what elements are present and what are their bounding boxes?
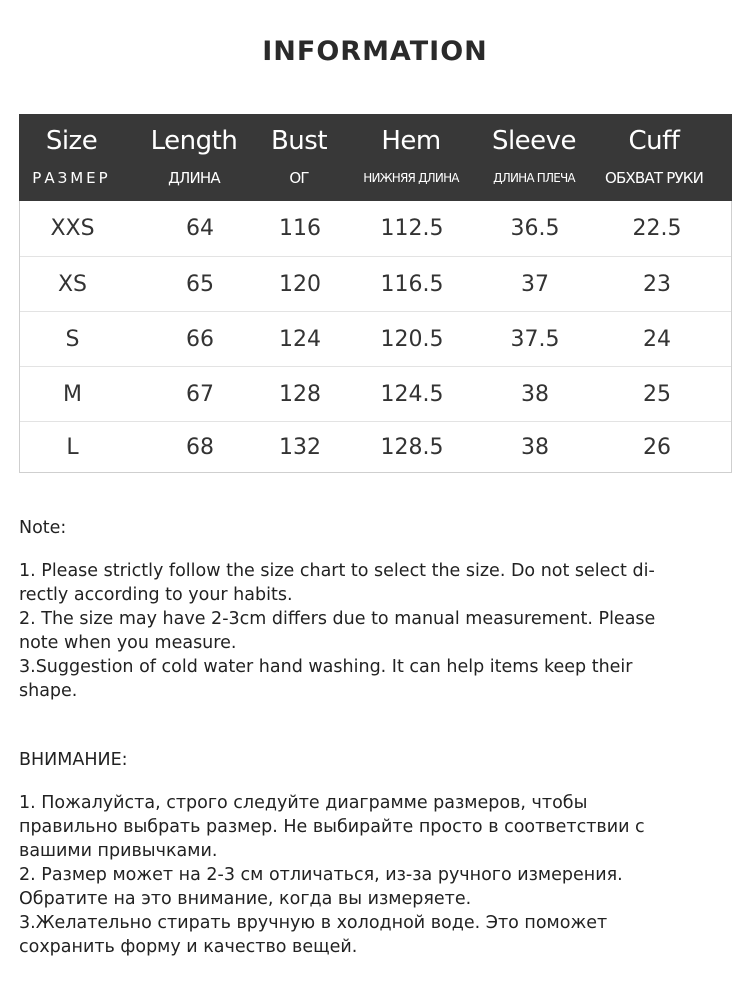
header-length-en: Length bbox=[150, 126, 238, 156]
note-line: 2. Размер может на 2-3 см отличаться, из-за ручного измерения. bbox=[19, 865, 623, 885]
cell-cuff: 24 bbox=[643, 327, 671, 352]
cell-bust: 124 bbox=[279, 327, 321, 352]
note-line: 3.Suggestion of cold water hand washing. It can help items keep their bbox=[19, 657, 633, 677]
note-line: Обратите на это внимание, когда вы измеряете. bbox=[19, 889, 472, 909]
cell-cuff: 23 bbox=[643, 272, 671, 297]
page-title: INFORMATION bbox=[262, 36, 488, 67]
note-line: 3.Желательно стирать вручную в холодной воде. Это поможет bbox=[19, 913, 608, 933]
header-bust-ru: ОГ bbox=[289, 169, 309, 187]
header-hem-ru: НИЖНЯЯ ДЛИНА bbox=[363, 171, 459, 185]
cell-sleeve: 37 bbox=[521, 272, 549, 297]
cell-cuff: 22.5 bbox=[632, 216, 682, 241]
note-heading-en: Note: bbox=[19, 518, 67, 538]
cell-hem: 124.5 bbox=[380, 382, 444, 407]
header-sleeve-en: Sleeve bbox=[491, 126, 577, 156]
cell-length: 67 bbox=[186, 382, 214, 407]
cell-hem: 120.5 bbox=[380, 327, 444, 352]
header-size bbox=[19, 114, 124, 201]
cell-sleeve: 38 bbox=[521, 435, 549, 460]
cell-sleeve: 37.5 bbox=[510, 327, 560, 352]
cell-cuff: 25 bbox=[643, 382, 671, 407]
header-sleeve bbox=[484, 114, 584, 201]
cell-length: 64 bbox=[186, 216, 214, 241]
table-row bbox=[20, 421, 731, 473]
cell-length: 65 bbox=[186, 272, 214, 297]
cell-hem: 112.5 bbox=[380, 216, 444, 241]
note-line: 1. Пожалуйста, строго следуйте диаграмме размеров, чтобы bbox=[19, 793, 588, 813]
table-header bbox=[19, 114, 732, 201]
cell-size: S bbox=[65, 327, 80, 352]
notes-section bbox=[19, 516, 734, 959]
note-line: правильно выбрать размер. Не выбирайте просто в соответствии с bbox=[19, 817, 645, 837]
cell-hem: 128.5 bbox=[380, 435, 444, 460]
cell-sleeve: 36.5 bbox=[510, 216, 560, 241]
table-row bbox=[20, 256, 731, 312]
cell-length: 68 bbox=[186, 435, 214, 460]
header-size-en: Size bbox=[45, 126, 98, 156]
header-bust-en: Bust bbox=[270, 126, 328, 156]
cell-bust: 132 bbox=[279, 435, 321, 460]
header-hem-en: Hem bbox=[381, 126, 441, 156]
note-line: note when you measure. bbox=[19, 633, 237, 653]
header-hem bbox=[351, 114, 471, 201]
header-cuff bbox=[594, 114, 714, 201]
table-row bbox=[20, 311, 731, 367]
header-bust bbox=[254, 114, 344, 201]
spacer bbox=[19, 703, 734, 748]
header-length bbox=[134, 114, 254, 201]
note-line: сохранить форму и качество вещей. bbox=[19, 937, 358, 957]
table-row bbox=[20, 366, 731, 422]
note-heading-ru: ВНИМАНИЕ: bbox=[19, 750, 128, 770]
note-line: 2. The size may have 2-3cm differs due to manual measurement. Please bbox=[19, 609, 656, 629]
size-chart-table bbox=[19, 114, 732, 473]
cell-size: L bbox=[66, 435, 79, 460]
note-line: rectly according to your habits. bbox=[19, 585, 293, 605]
cell-size: XS bbox=[57, 272, 88, 297]
cell-size: XXS bbox=[50, 216, 95, 241]
header-cuff-ru: ОБХВАТ РУКИ bbox=[604, 169, 704, 187]
cell-bust: 116 bbox=[279, 216, 321, 241]
header-length-ru: ДЛИНА bbox=[168, 169, 220, 187]
header-size-ru: РАЗМЕР bbox=[32, 169, 111, 187]
cell-cuff: 26 bbox=[643, 435, 671, 460]
cell-bust: 128 bbox=[279, 382, 321, 407]
note-line: 1. Please strictly follow the size chart to select the size. Do not select di- bbox=[19, 561, 655, 581]
table-row bbox=[20, 201, 731, 256]
cell-bust: 120 bbox=[279, 272, 321, 297]
cell-hem: 116.5 bbox=[380, 272, 444, 297]
cell-length: 66 bbox=[186, 327, 214, 352]
note-line: вашими привычками. bbox=[19, 841, 218, 861]
header-sleeve-ru: ДЛИНА ПЛЕЧА bbox=[493, 171, 575, 185]
note-line: shape. bbox=[19, 681, 78, 701]
header-cuff-en: Cuff bbox=[628, 126, 680, 156]
cell-size: M bbox=[63, 382, 82, 407]
cell-sleeve: 38 bbox=[521, 382, 549, 407]
